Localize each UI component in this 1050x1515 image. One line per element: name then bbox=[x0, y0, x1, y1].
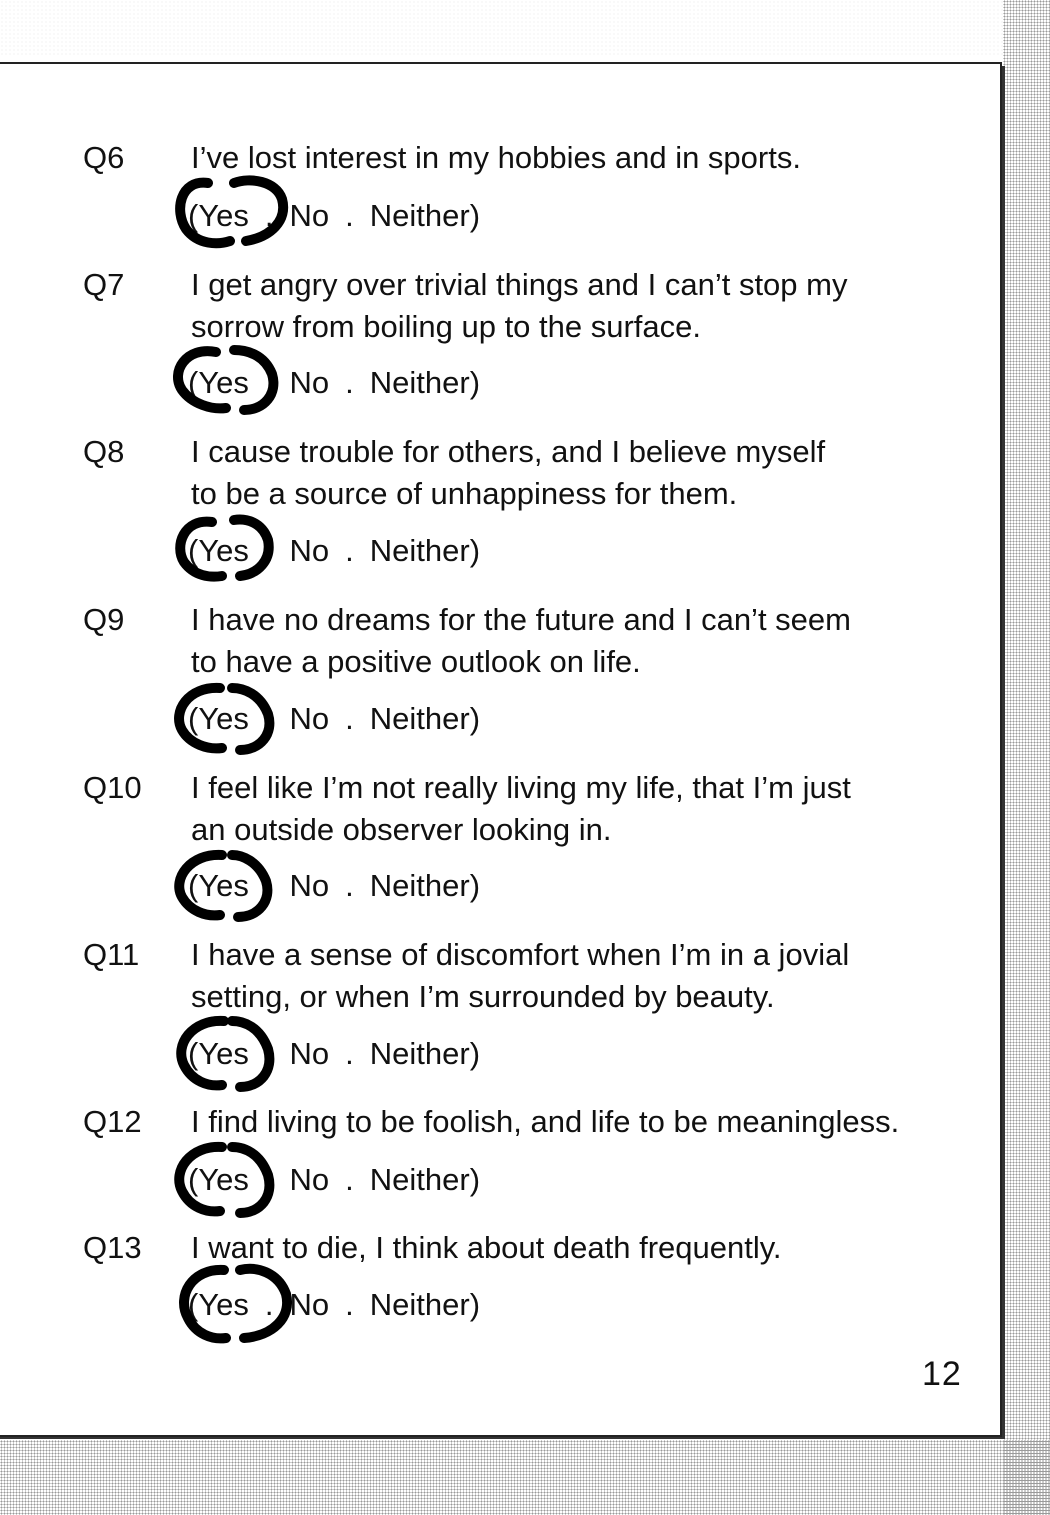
choice-open-paren: ( bbox=[188, 533, 199, 568]
choice-yes[interactable]: Yes bbox=[198, 1036, 249, 1071]
question-text-line: sorrow from boiling up to the surface. bbox=[191, 309, 702, 344]
question-text-line: I have no dreams for the future and I can’t seem bbox=[191, 602, 851, 637]
answer-choices bbox=[188, 865, 480, 907]
choice-close-paren: ) bbox=[469, 1162, 481, 1197]
choice-open-paren: ( bbox=[188, 701, 199, 736]
question-text bbox=[191, 599, 971, 683]
choice-open-paren: ( bbox=[188, 1162, 199, 1197]
question-text-line: I find living to be foolish, and life to be meaningless. bbox=[191, 1104, 900, 1139]
choice-open-paren: ( bbox=[188, 868, 199, 903]
choice-separator: . bbox=[264, 198, 274, 233]
choice-separator: . bbox=[264, 1287, 274, 1322]
choice-open-paren: ( bbox=[188, 198, 199, 233]
choice-no[interactable]: No bbox=[289, 701, 330, 736]
page-number: 12 bbox=[922, 1355, 962, 1393]
question-text bbox=[191, 1101, 971, 1143]
choice-open-paren: ( bbox=[188, 1287, 199, 1322]
question-text-line: I feel like I’m not really living my life, that I’m just bbox=[191, 770, 851, 805]
choice-close-paren: ) bbox=[469, 533, 481, 568]
choice-yes[interactable]: Yes bbox=[198, 533, 249, 568]
question-text-line: I’ve lost interest in my hobbies and in sports. bbox=[191, 140, 801, 175]
question-number: Q13 bbox=[83, 1230, 142, 1265]
choice-neither[interactable]: Neither bbox=[369, 365, 470, 400]
screentone-right bbox=[1003, 0, 1050, 1515]
choice-yes[interactable]: Yes bbox=[198, 1162, 249, 1197]
choice-yes[interactable]: Yes bbox=[198, 1287, 249, 1322]
question-number: Q10 bbox=[83, 770, 142, 805]
choice-close-paren: ) bbox=[469, 868, 481, 903]
choice-separator: . bbox=[264, 868, 274, 903]
choice-close-paren: ) bbox=[469, 1287, 481, 1322]
choice-neither[interactable]: Neither bbox=[369, 701, 470, 736]
choice-yes[interactable]: Yes bbox=[198, 868, 249, 903]
choice-separator: . bbox=[264, 1162, 274, 1197]
question-number: Q8 bbox=[83, 434, 125, 469]
choice-no[interactable]: No bbox=[289, 868, 330, 903]
question-text-line: I have a sense of discomfort when I’m in a jovial bbox=[191, 937, 850, 972]
choice-no[interactable]: No bbox=[289, 1162, 330, 1197]
choice-neither[interactable]: Neither bbox=[369, 1162, 470, 1197]
question-text bbox=[191, 934, 971, 1018]
question-text bbox=[191, 137, 971, 179]
question-number: Q12 bbox=[83, 1104, 142, 1139]
choice-open-paren: ( bbox=[188, 365, 199, 400]
answer-choices bbox=[188, 1159, 480, 1201]
question-text-line: to be a source of unhappiness for them. bbox=[191, 476, 738, 511]
choice-yes[interactable]: Yes bbox=[198, 701, 249, 736]
question-text-line: to have a positive outlook on life. bbox=[191, 644, 641, 679]
choice-close-paren: ) bbox=[469, 701, 481, 736]
question-text bbox=[191, 1227, 971, 1269]
answer-choices bbox=[188, 1284, 480, 1326]
answer-choices bbox=[188, 195, 480, 237]
question-text-line: I want to die, I think about death frequently. bbox=[191, 1230, 782, 1265]
choice-close-paren: ) bbox=[469, 198, 481, 233]
choice-neither[interactable]: Neither bbox=[369, 533, 470, 568]
choice-separator: . bbox=[345, 868, 354, 903]
choice-neither[interactable]: Neither bbox=[369, 198, 470, 233]
choice-no[interactable]: No bbox=[289, 533, 330, 568]
choice-close-paren: ) bbox=[469, 1036, 481, 1071]
answer-choices bbox=[188, 362, 480, 404]
answer-choices bbox=[188, 698, 480, 740]
choice-neither[interactable]: Neither bbox=[369, 1287, 470, 1322]
question-number: Q6 bbox=[83, 140, 125, 175]
question-number: Q9 bbox=[83, 602, 125, 637]
screentone-top bbox=[0, 0, 1050, 56]
choice-separator: . bbox=[264, 365, 274, 400]
question-number: Q7 bbox=[83, 267, 125, 302]
choice-no[interactable]: No bbox=[289, 1287, 330, 1322]
question-text bbox=[191, 767, 971, 851]
choice-close-paren: ) bbox=[469, 365, 481, 400]
choice-separator: . bbox=[345, 1036, 354, 1071]
choice-separator: . bbox=[345, 1162, 354, 1197]
choice-separator: . bbox=[345, 533, 354, 568]
question-text-line: setting, or when I’m surrounded by beauty. bbox=[191, 979, 775, 1014]
answer-choices bbox=[188, 530, 480, 572]
choice-separator: . bbox=[264, 533, 274, 568]
question-text-line: an outside observer looking in. bbox=[191, 812, 612, 847]
choice-neither[interactable]: Neither bbox=[369, 1036, 470, 1071]
choice-separator: . bbox=[264, 1036, 274, 1071]
question-text-line: I cause trouble for others, and I believe myself bbox=[191, 434, 826, 469]
answer-choices bbox=[188, 1033, 480, 1075]
choice-neither[interactable]: Neither bbox=[369, 868, 470, 903]
choice-no[interactable]: No bbox=[289, 198, 330, 233]
question-number: Q11 bbox=[83, 937, 140, 972]
question-text bbox=[191, 431, 971, 515]
choice-separator: . bbox=[345, 1287, 354, 1322]
choice-open-paren: ( bbox=[188, 1036, 199, 1071]
choice-yes[interactable]: Yes bbox=[198, 365, 249, 400]
choice-yes[interactable]: Yes bbox=[198, 198, 249, 233]
choice-separator: . bbox=[264, 701, 274, 736]
choice-separator: . bbox=[345, 198, 354, 233]
choice-no[interactable]: No bbox=[289, 1036, 330, 1071]
question-text bbox=[191, 264, 971, 348]
screentone-bottom bbox=[0, 1440, 1050, 1515]
choice-separator: . bbox=[345, 701, 354, 736]
choice-separator: . bbox=[345, 365, 354, 400]
choice-no[interactable]: No bbox=[289, 365, 330, 400]
question-text-line: I get angry over trivial things and I can’t stop my bbox=[191, 267, 848, 302]
